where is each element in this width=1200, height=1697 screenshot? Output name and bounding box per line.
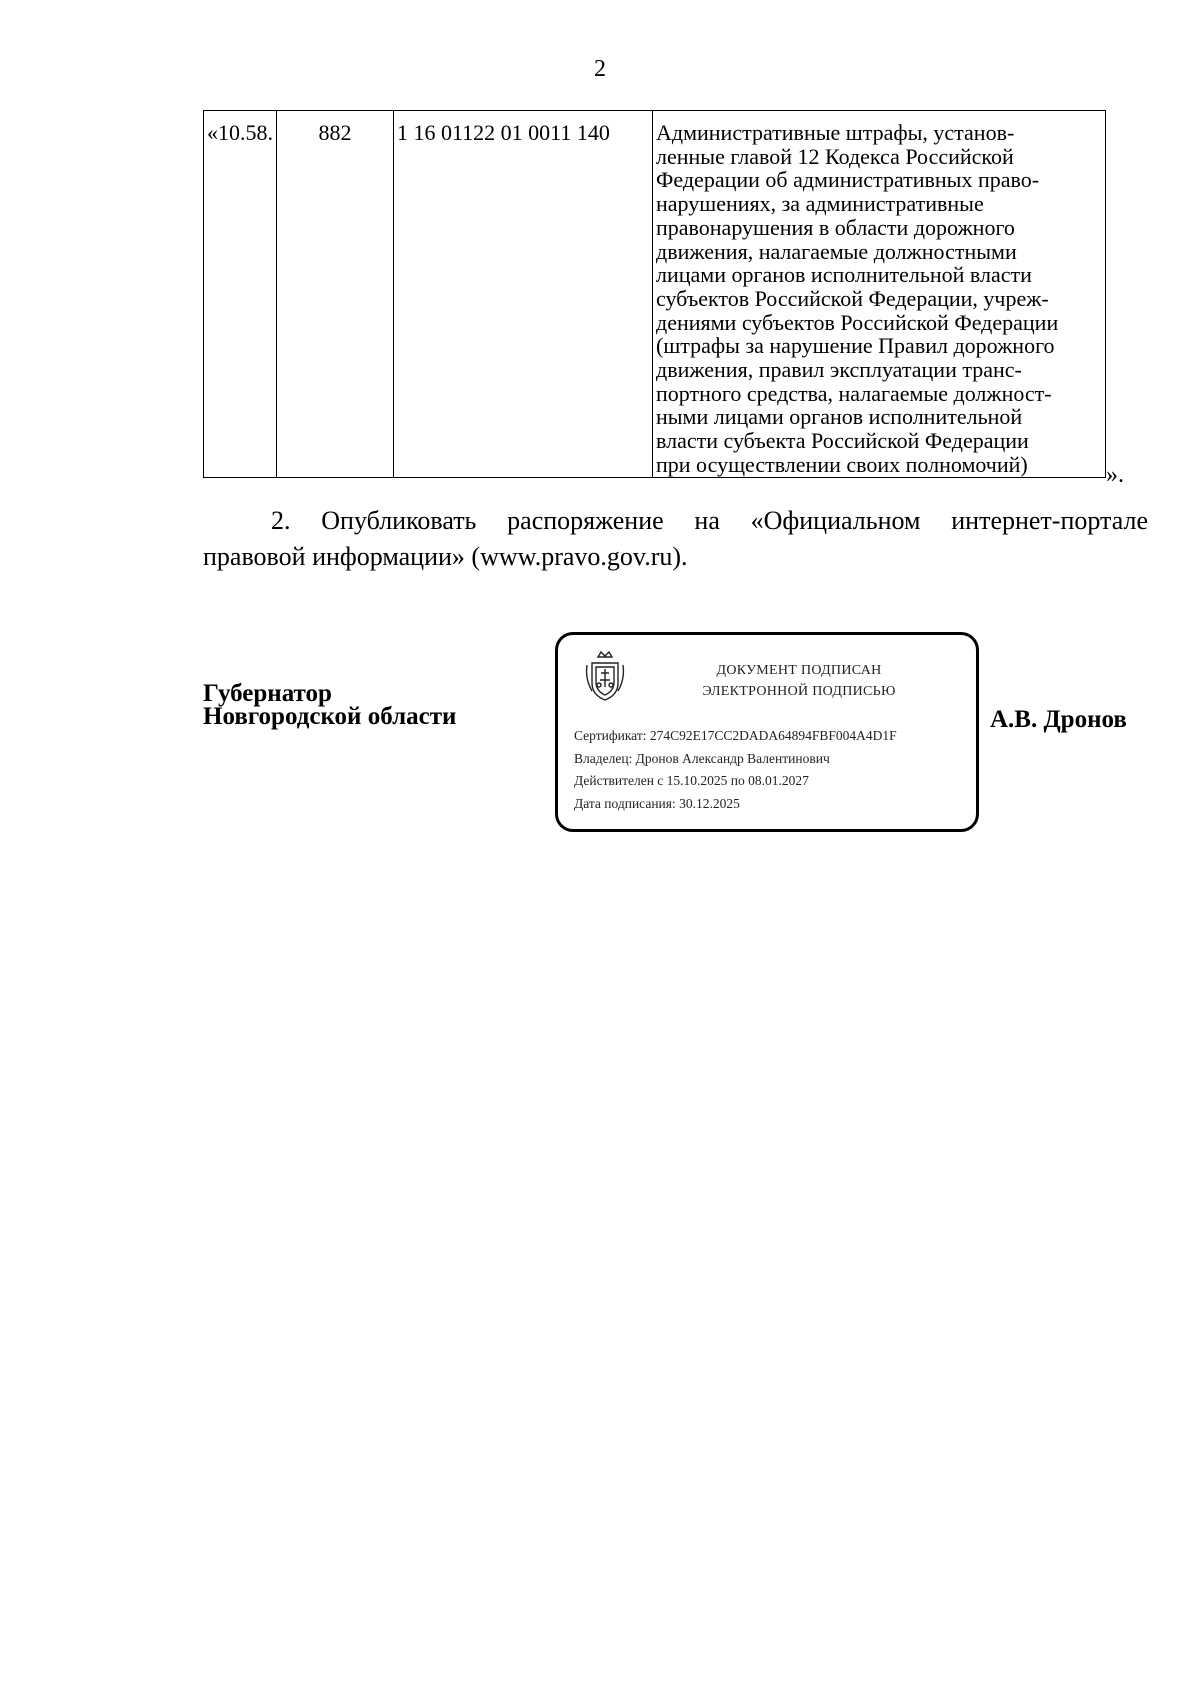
table-row <box>204 111 1106 478</box>
description-line: дениями субъектов Российской Федерации <box>656 309 1059 335</box>
description-line: субъектов Российской Федерации, учреж- <box>656 285 1049 311</box>
page-number: 2 <box>594 56 606 82</box>
description-line: движения, налагаемые должностными <box>656 238 1017 264</box>
description-line: правонарушения в области дорожного <box>656 214 1015 240</box>
stamp-header-line: ЭЛЕКТРОННОЙ ПОДПИСЬЮ <box>702 684 896 699</box>
kbk-code-cell: 1 16 01122 01 0011 140 <box>394 111 653 478</box>
stamp-owner: Владелец: Дронов Александр Валентинович <box>574 750 830 766</box>
closing-quote: ». <box>1106 462 1124 488</box>
description-line: Административные штрафы, установ- <box>656 120 1015 145</box>
description-line: (штрафы за нарушение Правил дорожного <box>656 333 1055 359</box>
description-line: ными лицами органов исполнительной <box>656 404 1023 430</box>
stamp-header <box>644 660 954 702</box>
stamp-signing-date: Дата подписания: 30.12.2025 <box>574 795 740 811</box>
paragraph-line: 2. Опубликовать распоряжение на «Официальном интернет-портале <box>271 506 1148 535</box>
description-line: власти субъекта Российской Федерации <box>656 428 1029 454</box>
description-line: движения, правил эксплуатации транс- <box>656 357 1022 383</box>
electronic-signature-stamp <box>555 632 979 832</box>
description-line: лицами органов исполнительной власти <box>656 262 1032 288</box>
income-codes-table <box>203 110 1106 478</box>
description-line: портного средства, налагаемые должност- <box>656 380 1052 406</box>
stamp-header-line: ДОКУМЕНТ ПОДПИСАН <box>716 663 882 678</box>
stamp-details <box>574 725 897 815</box>
paragraph-line: правовой информации» (www.pravo.gov.ru). <box>203 542 688 571</box>
coat-of-arms-icon <box>584 649 626 703</box>
description-cell <box>653 111 1106 478</box>
description-line: ленные главой 12 Кодекса Российской <box>656 143 1014 169</box>
stamp-certificate: Сертификат: 274C92E17CC2DADA64894FBF004A4D1F <box>574 728 897 743</box>
signer-name: А.В. Дронов <box>990 706 1127 733</box>
stamp-validity: Действителен с 15.10.2025 по 08.01.2027 <box>574 773 809 788</box>
signatory-title-line: Губернатор <box>203 680 332 707</box>
signatory-title-line: Новгородской области <box>203 703 457 730</box>
description-line: Федерации об административных право- <box>656 167 1040 193</box>
row-number-cell: «10.58. <box>204 111 277 478</box>
admin-code-cell: 882 <box>277 111 394 478</box>
signatory-title <box>203 682 456 728</box>
publish-paragraph <box>203 503 1148 575</box>
description-line: нарушениях, за административные <box>656 191 984 217</box>
description-line: при осуществлении своих полномочий) <box>656 451 1028 477</box>
